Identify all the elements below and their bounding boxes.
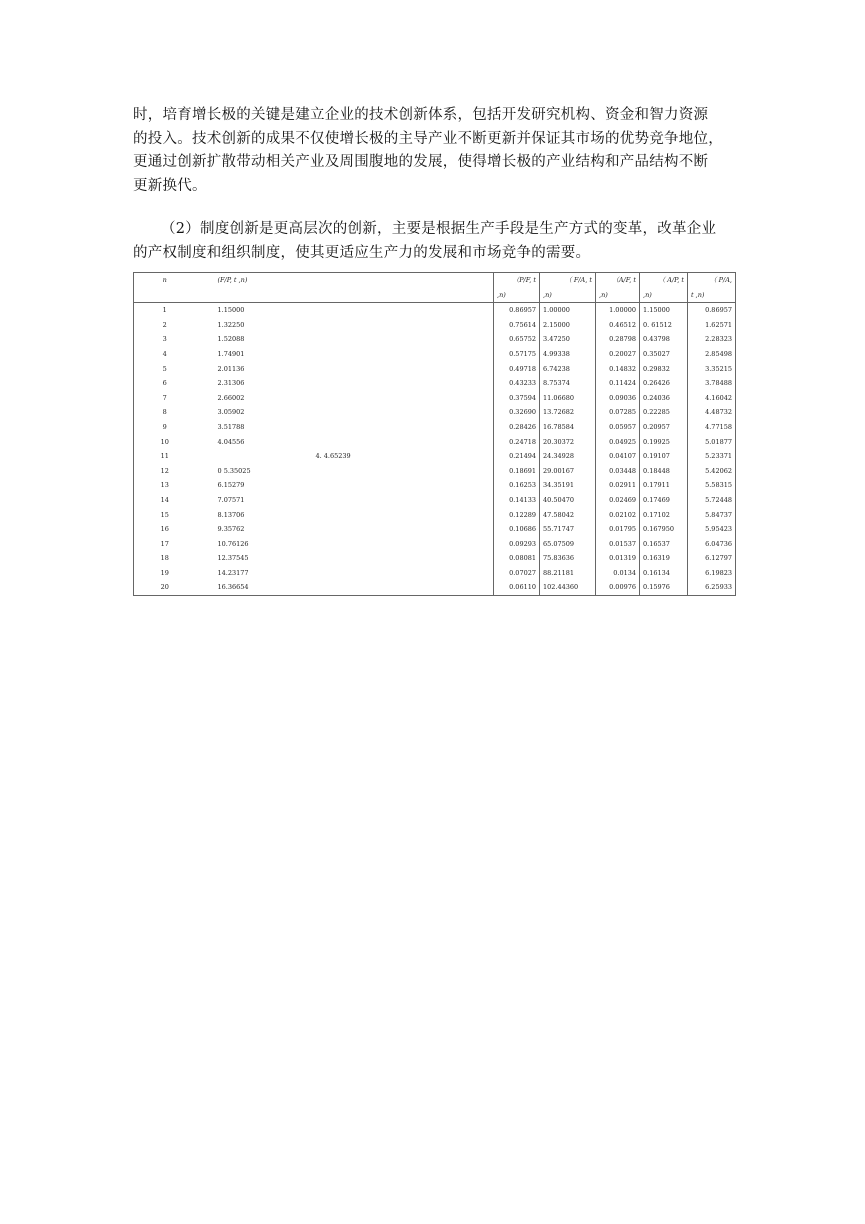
cell-n: 1 bbox=[162, 306, 167, 315]
cell-af: 0.01319 bbox=[596, 551, 640, 566]
cell-n: 16 bbox=[160, 525, 169, 534]
cell-fp: 1.74901 bbox=[217, 349, 245, 358]
cell-pa: 3.35215 bbox=[688, 362, 736, 377]
cell-pa: 5.23371 bbox=[688, 449, 736, 464]
cell-af: 0.01795 bbox=[596, 522, 640, 537]
cell-fa: 6.74238 bbox=[540, 362, 596, 377]
cell-pf: 0.43233 bbox=[494, 376, 540, 391]
cell-af: 0.09036 bbox=[596, 391, 640, 406]
cell-n: 7 bbox=[162, 393, 167, 402]
header-pa: （ P/A, bbox=[688, 273, 736, 288]
header-n: n bbox=[162, 276, 167, 284]
cell-fp: 3.51788 bbox=[217, 422, 245, 431]
cell-pf: 0.86957 bbox=[494, 303, 540, 318]
table-row bbox=[134, 493, 736, 508]
cell-fa: 55.71747 bbox=[540, 522, 596, 537]
cell-fa: 3.47250 bbox=[540, 332, 596, 347]
table-row bbox=[134, 391, 736, 406]
cell-n: 5 bbox=[162, 364, 167, 373]
cell-af: 0.00976 bbox=[596, 580, 640, 595]
paragraph-line: 更新换代。 bbox=[133, 177, 207, 194]
cell-pa: 2.28323 bbox=[688, 332, 736, 347]
cell-af: 0.46512 bbox=[596, 318, 640, 333]
cell-pf: 0.24718 bbox=[494, 435, 540, 450]
paragraph-institutional-innovation bbox=[133, 218, 737, 265]
cell-af: 0.28798 bbox=[596, 332, 640, 347]
cell-pa: 4.77158 bbox=[688, 420, 736, 435]
cell-pf: 0.16253 bbox=[494, 478, 540, 493]
cell-pa: 1.62571 bbox=[688, 318, 736, 333]
cell-fa: 29.00167 bbox=[540, 464, 596, 479]
cell-n: 13 bbox=[160, 481, 169, 490]
table-row bbox=[134, 580, 736, 595]
header-fp: (F/P, t ,n) bbox=[217, 276, 248, 284]
header-af: （A/F, t bbox=[596, 273, 640, 288]
cell-pf: 0.14133 bbox=[494, 493, 540, 508]
cell-pf: 0.28426 bbox=[494, 420, 540, 435]
header-ap: （ A/P, t bbox=[640, 273, 688, 288]
table-row bbox=[134, 537, 736, 552]
cell-ap: 0.18448 bbox=[640, 464, 688, 479]
cell-fp: 0 5.35025 bbox=[217, 466, 251, 475]
cell-n: 20 bbox=[160, 583, 169, 592]
cell-pa: 5.58315 bbox=[688, 478, 736, 493]
cell-fp: 4.04556 bbox=[217, 437, 245, 446]
cell-fa: 102.44360 bbox=[540, 580, 596, 595]
header-fa: （ F/A, t bbox=[540, 273, 596, 288]
table-row bbox=[134, 435, 736, 450]
table-row bbox=[134, 362, 736, 377]
cell-fp: 1.52088 bbox=[217, 335, 245, 344]
cell-af: 0.20027 bbox=[596, 347, 640, 362]
cell-af: 0.04107 bbox=[596, 449, 640, 464]
table-row bbox=[134, 449, 736, 464]
cell-pf: 0.07027 bbox=[494, 566, 540, 581]
header-pf: （P/F, t bbox=[494, 273, 540, 288]
cell-fa: 2.15000 bbox=[540, 318, 596, 333]
cell-ap: 0.20957 bbox=[640, 420, 688, 435]
table-row bbox=[134, 522, 736, 537]
cell-pa: 6.19823 bbox=[688, 566, 736, 581]
cell-fp: 14.23177 bbox=[217, 568, 249, 577]
header-pa-sub: t ,n) bbox=[688, 288, 736, 303]
header-ap-sub: ,n) bbox=[640, 288, 688, 303]
cell-ap: 0.16319 bbox=[640, 551, 688, 566]
cell-fp: 12.37545 bbox=[217, 554, 249, 563]
cell-n: 12 bbox=[160, 466, 169, 475]
cell-n: 4 bbox=[162, 349, 167, 358]
cell-fp: 1.32250 bbox=[217, 320, 245, 329]
cell-ap: 1.15000 bbox=[640, 303, 688, 318]
cell-pf: 0.57175 bbox=[494, 347, 540, 362]
cell-ap: 0.19107 bbox=[640, 449, 688, 464]
cell-fa: 40.50470 bbox=[540, 493, 596, 508]
cell-af: 0.07285 bbox=[596, 405, 640, 420]
cell-pa: 3.78488 bbox=[688, 376, 736, 391]
table-body bbox=[134, 303, 736, 596]
cell-n: 10 bbox=[160, 437, 169, 446]
cell-fa: 16.78584 bbox=[540, 420, 596, 435]
cell-af: 0.0134 bbox=[596, 566, 640, 581]
cell-pa: 0.86957 bbox=[688, 303, 736, 318]
cell-ap: 0.17102 bbox=[640, 508, 688, 523]
interest-factor-table bbox=[133, 272, 736, 596]
cell-af: 0.02469 bbox=[596, 493, 640, 508]
table-row bbox=[134, 318, 736, 333]
cell-af: 0.02911 bbox=[596, 478, 640, 493]
cell-pf: 0.08081 bbox=[494, 551, 540, 566]
cell-fa: 8.75374 bbox=[540, 376, 596, 391]
header-pf-sub: ,n) bbox=[494, 288, 540, 303]
cell-ap: 0.29832 bbox=[640, 362, 688, 377]
cell-n: 17 bbox=[160, 539, 169, 548]
cell-fa: 34.35191 bbox=[540, 478, 596, 493]
cell-af: 0.02102 bbox=[596, 508, 640, 523]
cell-n: 2 bbox=[162, 320, 167, 329]
cell-fa: 20.30372 bbox=[540, 435, 596, 450]
paragraph-technology-innovation bbox=[133, 104, 737, 198]
paragraph-line: 的产权制度和组织制度，使其更适应生产力的发展和市场竞争的需要。 bbox=[133, 244, 591, 261]
paragraph-line: 更通过创新扩散带动相关产业及周围腹地的发展，使得增长极的产业结构和产品结构不断 bbox=[133, 154, 709, 170]
cell-af: 0.01537 bbox=[596, 537, 640, 552]
cell-fa: 24.34928 bbox=[540, 449, 596, 464]
table-row bbox=[134, 508, 736, 523]
cell-ap: 0.35027 bbox=[640, 347, 688, 362]
cell-pa: 5.84737 bbox=[688, 508, 736, 523]
cell-fa: 65.07509 bbox=[540, 537, 596, 552]
paragraph-line: （2）制度创新是更高层次的创新，主要是根据生产手段是生产方式的变革，改革企业 bbox=[161, 221, 717, 237]
cell-fp: 10.76126 bbox=[217, 539, 249, 548]
table-header-row bbox=[134, 288, 736, 303]
cell-af: 1.00000 bbox=[596, 303, 640, 318]
cell-n: 14 bbox=[160, 495, 169, 504]
cell-ap: 0.17911 bbox=[640, 478, 688, 493]
cell-fa: 88.21181 bbox=[540, 566, 596, 581]
cell-pa: 6.25933 bbox=[688, 580, 736, 595]
cell-pf: 0.06110 bbox=[494, 580, 540, 595]
cell-fp: 7.07571 bbox=[217, 495, 245, 504]
cell-af: 0.05957 bbox=[596, 420, 640, 435]
cell-fa: 11.06680 bbox=[540, 391, 596, 406]
cell-fa: 13.72682 bbox=[540, 405, 596, 420]
header-af-sub: ,n) bbox=[596, 288, 640, 303]
cell-pf: 0.75614 bbox=[494, 318, 540, 333]
table-row bbox=[134, 405, 736, 420]
cell-ap: 0.16134 bbox=[640, 566, 688, 581]
cell-fp: 2.01136 bbox=[217, 364, 245, 373]
table-row bbox=[134, 303, 736, 318]
cell-af: 0.03448 bbox=[596, 464, 640, 479]
cell-fp: 6.15279 bbox=[217, 481, 245, 490]
cell-pa: 4.48732 bbox=[688, 405, 736, 420]
cell-pf: 0.18691 bbox=[494, 464, 540, 479]
table-row bbox=[134, 551, 736, 566]
cell-ap: 0.26426 bbox=[640, 376, 688, 391]
cell-af: 0.04925 bbox=[596, 435, 640, 450]
cell-fp: 4. 4.65239 bbox=[315, 452, 351, 461]
cell-pa: 5.01877 bbox=[688, 435, 736, 450]
table-row bbox=[134, 566, 736, 581]
cell-fp: 16.36654 bbox=[217, 583, 249, 592]
cell-pf: 0.12289 bbox=[494, 508, 540, 523]
cell-pf: 0.09293 bbox=[494, 537, 540, 552]
table-row bbox=[134, 464, 736, 479]
cell-ap: 0.22285 bbox=[640, 405, 688, 420]
cell-fp: 2.66002 bbox=[217, 393, 245, 402]
cell-n: 6 bbox=[162, 379, 167, 388]
cell-pf: 0.49718 bbox=[494, 362, 540, 377]
table-row bbox=[134, 478, 736, 493]
cell-fa: 47.58042 bbox=[540, 508, 596, 523]
cell-pa: 6.04736 bbox=[688, 537, 736, 552]
cell-n: 9 bbox=[162, 422, 167, 431]
cell-pa: 4.16042 bbox=[688, 391, 736, 406]
cell-fa: 1.00000 bbox=[540, 303, 596, 318]
cell-fp: 1.15000 bbox=[217, 306, 245, 315]
cell-pa: 5.95423 bbox=[688, 522, 736, 537]
cell-pf: 0.21494 bbox=[494, 449, 540, 464]
cell-af: 0.11424 bbox=[596, 376, 640, 391]
cell-pf: 0.37594 bbox=[494, 391, 540, 406]
cell-pa: 2.85498 bbox=[688, 347, 736, 362]
cell-ap: 0.167950 bbox=[640, 522, 688, 537]
cell-n: 3 bbox=[162, 335, 167, 344]
table-row bbox=[134, 332, 736, 347]
cell-ap: 0.16537 bbox=[640, 537, 688, 552]
table-row bbox=[134, 376, 736, 391]
cell-pf: 0.10686 bbox=[494, 522, 540, 537]
header-fa-sub: ,n) bbox=[540, 288, 596, 303]
cell-fp: 3.05902 bbox=[217, 408, 245, 417]
cell-n: 15 bbox=[160, 510, 169, 519]
cell-ap: 0.15976 bbox=[640, 580, 688, 595]
cell-fp: 8.13706 bbox=[217, 510, 245, 519]
cell-fa: 75.83636 bbox=[540, 551, 596, 566]
cell-fp: 2.31306 bbox=[217, 379, 245, 388]
cell-pa: 5.72448 bbox=[688, 493, 736, 508]
table-header-row bbox=[134, 273, 736, 288]
cell-ap: 0.43798 bbox=[640, 332, 688, 347]
paragraph-line: 时，培育增长极的关键是建立企业的技术创新体系，包括开发研究机构、资金和智力资源 bbox=[133, 107, 709, 123]
table-row bbox=[134, 347, 736, 362]
cell-ap: 0.24036 bbox=[640, 391, 688, 406]
cell-ap: 0. 61512 bbox=[640, 318, 688, 333]
cell-af: 0.14832 bbox=[596, 362, 640, 377]
cell-ap: 0.19925 bbox=[640, 435, 688, 450]
cell-pf: 0.65752 bbox=[494, 332, 540, 347]
cell-fp: 9.35762 bbox=[217, 525, 245, 534]
cell-n: 18 bbox=[160, 554, 169, 563]
table-row bbox=[134, 420, 736, 435]
cell-pa: 6.12797 bbox=[688, 551, 736, 566]
cell-n: 19 bbox=[160, 568, 169, 577]
cell-pa: 5.42062 bbox=[688, 464, 736, 479]
cell-fa: 4.99338 bbox=[540, 347, 596, 362]
cell-n: 8 bbox=[162, 408, 167, 417]
cell-pf: 0.32690 bbox=[494, 405, 540, 420]
paragraph-line: 的投入。技术创新的成果不仅使增长极的主导产业不断更新并保证其市场的优势竞争地位， bbox=[133, 130, 723, 147]
cell-n: 11 bbox=[160, 452, 169, 461]
cell-ap: 0.17469 bbox=[640, 493, 688, 508]
